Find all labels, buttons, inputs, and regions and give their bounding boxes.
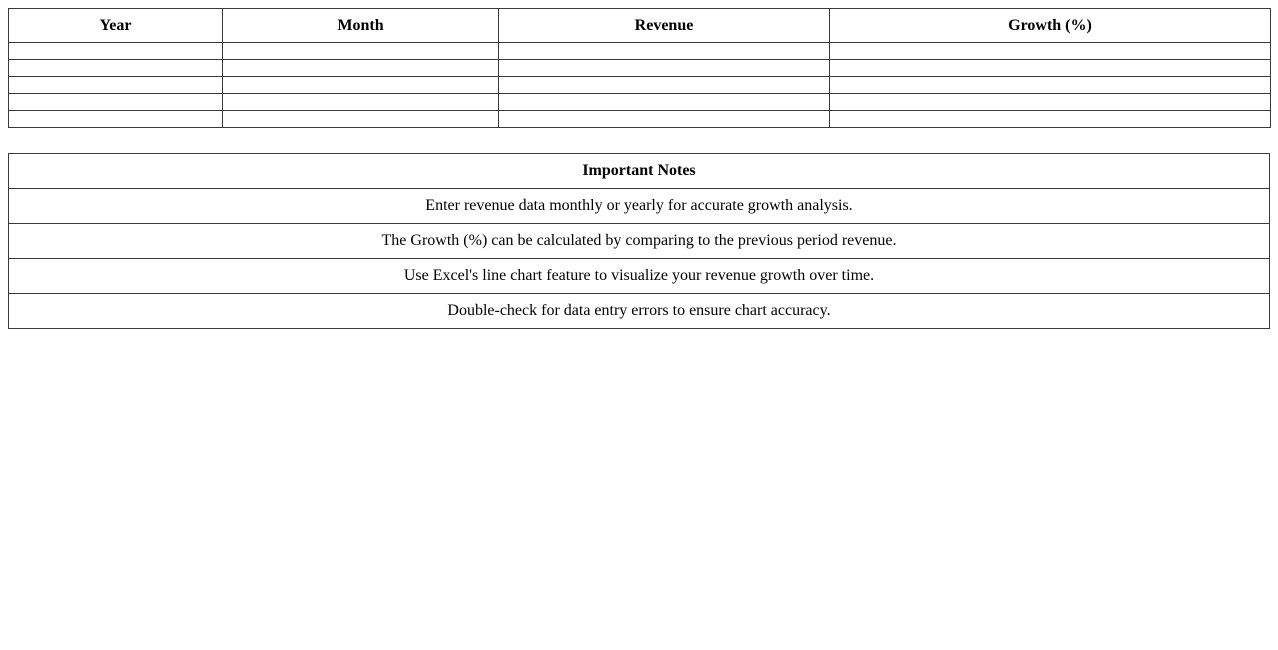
note-row: [9, 259, 1270, 294]
year-cell[interactable]: [9, 111, 223, 128]
note-item: Double-check for data entry errors to ensure chart accuracy.: [9, 294, 1270, 329]
growth-cell[interactable]: [830, 43, 1271, 60]
month-cell[interactable]: [223, 77, 499, 94]
notes-header-row: [9, 154, 1270, 189]
column-header-month: Month: [223, 9, 499, 43]
note-row: [9, 224, 1270, 259]
revenue-table: [8, 8, 1271, 128]
note-item: Use Excel's line chart feature to visualize your revenue growth over time.: [9, 259, 1270, 294]
note-row: [9, 294, 1270, 329]
revenue-cell[interactable]: [499, 60, 830, 77]
table-row: [9, 60, 1271, 77]
growth-cell[interactable]: [830, 94, 1271, 111]
year-cell[interactable]: [9, 60, 223, 77]
growth-cell[interactable]: [830, 60, 1271, 77]
month-cell[interactable]: [223, 94, 499, 111]
column-header-revenue: Revenue: [499, 9, 830, 43]
table-row: [9, 43, 1271, 60]
revenue-table-header-row: [9, 9, 1271, 43]
table-row: [9, 77, 1271, 94]
month-cell[interactable]: [223, 111, 499, 128]
revenue-cell[interactable]: [499, 43, 830, 60]
note-row: [9, 189, 1270, 224]
table-row: [9, 111, 1271, 128]
note-item: The Growth (%) can be calculated by comparing to the previous period revenue.: [9, 224, 1270, 259]
table-row: [9, 94, 1271, 111]
growth-cell[interactable]: [830, 77, 1271, 94]
month-cell[interactable]: [223, 60, 499, 77]
revenue-cell[interactable]: [499, 111, 830, 128]
column-header-growth: Growth (%): [830, 9, 1271, 43]
year-cell[interactable]: [9, 77, 223, 94]
revenue-cell[interactable]: [499, 94, 830, 111]
column-header-year: Year: [9, 9, 223, 43]
revenue-cell[interactable]: [499, 77, 830, 94]
month-cell[interactable]: [223, 43, 499, 60]
notes-title: Important Notes: [9, 154, 1270, 189]
notes-table: [8, 153, 1270, 329]
growth-cell[interactable]: [830, 111, 1271, 128]
year-cell[interactable]: [9, 43, 223, 60]
year-cell[interactable]: [9, 94, 223, 111]
note-item: Enter revenue data monthly or yearly for accurate growth analysis.: [9, 189, 1270, 224]
